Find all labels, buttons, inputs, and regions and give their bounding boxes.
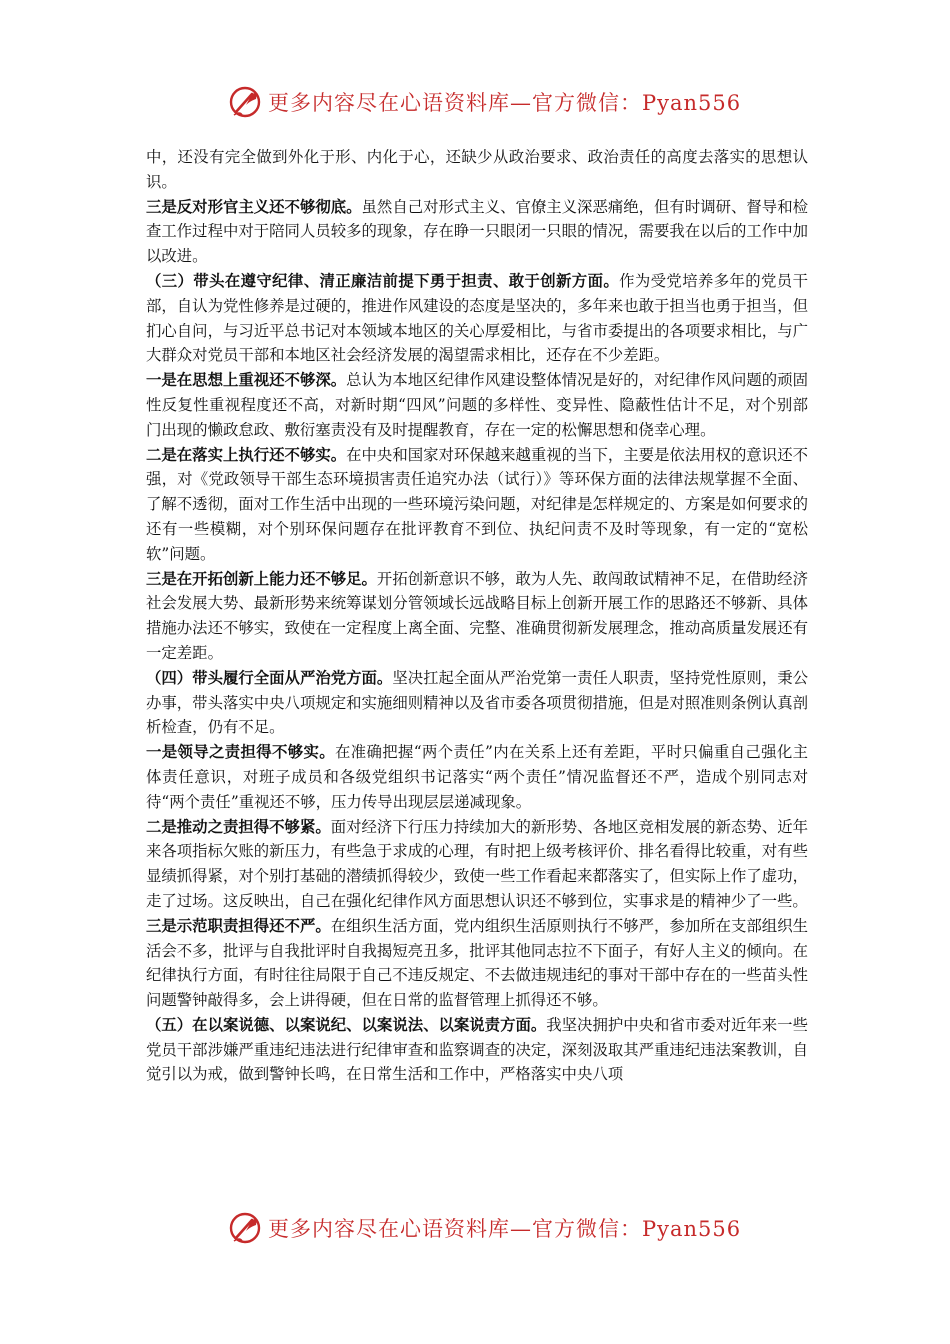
paragraph-text: 虽然自己对形式主义、官僚主义深恶痛绝，但有时调研、督导和检查工作过程中对于陪同人员较多的现象，存在睁一只眼闭一只眼的情况，需要我在以后的工作中加以改进。	[146, 197, 808, 266]
paragraph-text: 作为受党培养多年的党员干部，自认为党性修养是过硬的，推进作风建设的态度是坚决的，多年来也敢于担当也勇于担当，但扪心自问，与习近平总书记对本领域本地区的关心厚爱相比，与省市委提出的各项要求相比，与广大群众对党员干部和本地区社会经济发展的渴望需求相比，还存在不少差距。	[146, 271, 808, 365]
paragraph	[146, 815, 808, 914]
paragraph	[146, 1013, 808, 1087]
paragraph-text: 总认为本地区纪律作风建设整体情况是好的，对纪律作风问题的顽固性反复性重视程度还不高，对新时期“四风”问题的多样性、变异性、隐蔽性估计不足，对个别部门出现的懒政怠政、敷衍塞责没有及时提醒教育，存在一定的松懈思想和侥幸心理。	[146, 371, 808, 439]
section-heading: （三）带头在遵守纪律、清正廉洁前提下勇于担责、敢于创新方面。	[146, 271, 620, 290]
section-heading: （四）带头履行全面从严治党方面。	[146, 668, 393, 687]
quill-logo-icon	[228, 85, 262, 119]
paragraph-text: 在组织生活方面，党内组织生活原则执行不够严，参加所在支部组织生活会不多，批评与自我批评时自我揭短亮丑多，批评其他同志拉不下面子，有好人主义的倾向。在纪律执行方面，有时往往局限于自己不违反规定、不去做违规违纪的事对干部中存在的一些苗头性问题警钟敲得多，会上讲得硬，但在日常的监督管理上抓得还不够。	[146, 916, 808, 1010]
section-heading: （五）在以案说德、以案说纪、以案说法、以案说责方面。	[146, 1015, 547, 1034]
paragraph	[146, 914, 808, 1013]
watermark-text: 更多内容尽在心语资料库—官方微信：Pyan556	[268, 1217, 742, 1241]
paragraph	[146, 269, 808, 368]
quill-logo-icon	[228, 1211, 262, 1245]
paragraph-text: 在中央和国家对环保越来越重视的当下，主要是依法用权的意识还不强，对《党政领导干部生态环境损害责任追究办法（试行）》等环保方面的法律法规掌握不全面、了解不透彻，面对工作生活中出现的一些环境污染问题，对纪律是怎样规定的、方案是如何要求的还有一些模糊，对个别环保问题存在批评教育不到位、执纪问责不及时等现象，有一定的“宽松软”问题。	[146, 445, 808, 563]
paragraph-text: 坚决扛起全面从严治党第一责任人职责，坚持党性原则，秉公办事，带头落实中央八项规定和实施细则精神以及省市委各项贯彻措施，但是对照准则条例认真剖析检查，仍有不足。	[146, 668, 808, 737]
paragraph-text: 开拓创新意识不够，敢为人先、敢闯敢试精神不足，在借助经济社会发展大势、最新形势来统筹谋划分管领域长远战略目标上创新开展工作的思路还不够新、具体措施办法还不够实，致使在一定程度上离全面、完整、准确贯彻新发展理念，推动高质量发展还有一定差距。	[146, 569, 808, 662]
paragraph-heading: 一是领导之责担得不够实。	[146, 743, 336, 762]
paragraph-heading: 一是在思想上重视还不够深。	[146, 371, 347, 390]
paragraph-text: 在准确把握“两个责任”内在关系上还有差距，平时只偏重自己强化主体责任意识，对班子成员和各级党组织书记落实“两个责任”情况监督还不严，造成个别同志对待“两个责任”重视还不够，压力传导出现层层递减现象。	[146, 743, 808, 811]
paragraph-heading: 三是反对形官主义还不够彻底。	[146, 197, 362, 216]
paragraph-heading: 三是在开拓创新上能力还不够足。	[146, 569, 377, 588]
watermark-text: 更多内容尽在心语资料库—官方微信：Pyan556	[268, 91, 742, 115]
paragraph	[146, 145, 808, 195]
paragraph-heading: 二是在落实上执行还不够实。	[146, 445, 347, 464]
header-watermark	[228, 82, 741, 122]
paragraph-text: 我坚决拥护中央和省市委对近年来一些党员干部涉嫌严重违纪违法进行纪律审查和监察调查的决定，深刻汲取其严重违纪违法案教训，自觉引以为戒，做到警钟长鸣，在日常生活和工作中，严格落实中央八项	[146, 1015, 808, 1084]
paragraph-heading: 三是示范职责担得还不严。	[146, 916, 331, 935]
paragraph	[146, 666, 808, 740]
paragraph	[146, 740, 808, 814]
footer-watermark	[228, 1208, 741, 1248]
paragraph-text: 中，还没有完全做到外化于形、内化于心，还缺少从政治要求、政治责任的高度去落实的思想认识。	[146, 148, 808, 191]
paragraph	[146, 567, 808, 666]
paragraph-text: 面对经济下行压力持续加大的新形势、各地区竞相发展的新态势、近年来各项指标欠账的新压力，有些急于求成的心理，有时把上级考核评价、排名看得比较重，对有些显绩抓得紧，对个别打基础的潜绩抓得较少，致使一些工作看起来都落实了，但实际上作了虚功，走了过场。这反映出，自己在强化纪律作风方面思想认识还不够到位，实事求是的精神少了一些。	[146, 817, 808, 910]
paragraph-heading: 二是推动之责担得不够紧。	[146, 817, 331, 836]
paragraph	[146, 443, 808, 567]
paragraph	[146, 368, 808, 442]
paragraph	[146, 195, 808, 269]
document-body	[146, 145, 808, 1087]
